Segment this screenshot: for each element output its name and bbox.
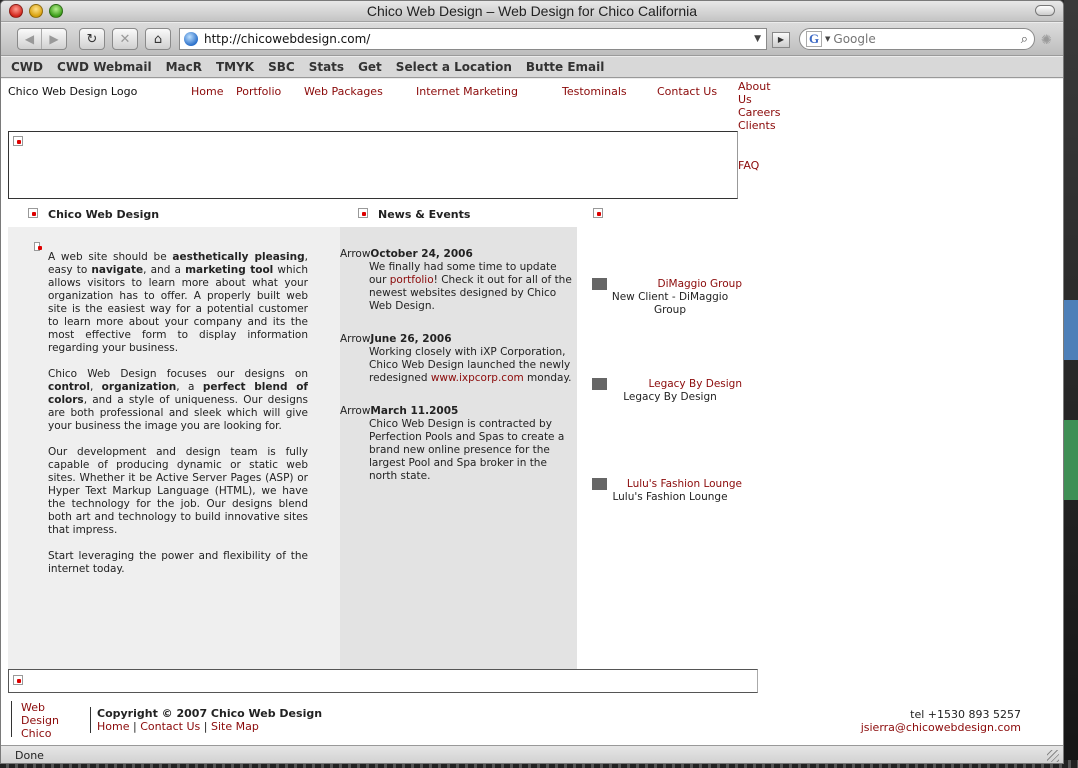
nav-link-web-packages[interactable]: Web Packages [304,85,383,98]
email-link[interactable]: jsierra@chicowebdesign.com [860,721,1021,734]
client-thumbnail[interactable] [592,378,607,390]
forward-arrow-icon[interactable]: ▶ [49,32,59,46]
nav-link-contact-us[interactable]: Contact Us [657,85,718,98]
resize-grip-icon[interactable] [1047,750,1059,762]
bookmark-item[interactable]: Butte Email [525,60,605,74]
search-box[interactable] [799,28,1035,50]
title-bar [1,1,1063,22]
broken-image-icon [34,242,40,251]
broken-image-icon [593,208,603,218]
client-caption: Legacy By Design [623,391,717,403]
bookmark-item[interactable]: MacR [165,60,202,74]
go-button[interactable]: ▶ [772,32,790,48]
engine-dropdown-icon[interactable]: ▼ [825,35,831,43]
client-caption: New Client - DiMaggio Group [611,291,729,316]
client-link[interactable]: Legacy By Design [648,378,742,390]
news-link-portfolio[interactable]: portfolio [389,274,434,286]
back-arrow-icon[interactable]: ◀ [18,29,42,49]
intro-paragraph: Start leveraging the power and flexibility of the internet today. [48,550,308,575]
client-caption: Lulu's Fashion Lounge [612,491,728,503]
nav-link-about-us[interactable]: About Us [738,80,771,106]
intro-paragraph: A web site should be aesthetically pleasing, easy to navigate, and a marketing tool which allows visitors to learn more about what your organization has to offer. A properly built web site is the easiest way for a potential customer to learn more about your company and its the most effective form to display information regarding your business. [48,251,308,354]
google-engine-icon[interactable]: G [806,31,822,47]
client-item [592,278,742,317]
nav-link-careers[interactable]: Careers [738,106,781,119]
nav-link-faq[interactable]: FAQ [738,159,760,172]
footer-link-home[interactable]: Home [97,720,130,733]
footer-separator: | [132,720,137,733]
news-link-ixpcorp[interactable]: www.ixpcorp.com [430,372,524,384]
phone-number: tel +1530 893 5257 [910,708,1021,721]
desktop-background [1064,0,1078,768]
desktop-item [1064,300,1078,360]
status-text: Done [15,749,44,762]
stop-icon[interactable]: ✕ [112,28,138,50]
arrow-icon: Arrow [340,333,371,345]
navigation-toolbar [1,23,1063,56]
news-date: October 24, 2006 [370,248,473,260]
back-forward-group [17,28,67,50]
arrow-icon: Arrow [340,405,371,417]
footer-contact [861,708,1021,734]
client-item [592,378,742,404]
footer-link-site-map[interactable]: Site Map [211,720,259,733]
bookmark-item[interactable]: CWD [11,60,44,74]
broken-image-icon [28,208,38,218]
nav-link-internet-marketing[interactable]: Internet Marketing [416,85,518,98]
nav-link-portfolio[interactable]: Portfolio [236,85,282,98]
footer-logo[interactable]: Web Design Chico [11,701,81,737]
reload-icon[interactable]: ↻ [79,28,105,50]
client-link[interactable]: DiMaggio Group [657,278,742,290]
page-content [1,79,1063,745]
broken-image-icon [13,675,23,685]
news-body: Working closely with iXP Corporation, Chico Web Design launched the newly redesigned www.ixpcorp.com monday. [369,346,572,384]
news-item [340,333,572,385]
section-title-news-events: News & Events [378,208,471,221]
nav-link-testimonials[interactable]: Testominals [562,85,627,98]
desktop-item [1064,420,1078,500]
nav-link-home[interactable]: Home [191,85,224,98]
section-title-chico-web-design: Chico Web Design [48,208,160,221]
header-banner-image [8,131,738,199]
client-thumbnail[interactable] [592,278,607,290]
news-item [340,248,572,313]
intro-paragraph: Chico Web Design focuses our designs on control, organization, a perfect blend of colors, and a style of uniqueness. Our designs are both professional and sleek which will give your business the image you are looking for. [48,368,308,432]
bookmark-item[interactable]: Get [358,60,382,74]
footer-separator: | [203,720,208,733]
copyright-text: Copyright © 2007 Chico Web Design [97,707,323,720]
client-link[interactable]: Lulu's Fashion Lounge [626,478,742,490]
intro-text [48,251,308,589]
search-input[interactable] [833,32,1020,46]
site-logo[interactable]: Chico Web Design Logo [8,85,138,98]
site-globe-icon [184,32,198,46]
magnifier-icon[interactable]: ⌕ [1020,31,1028,47]
url-text[interactable]: http://chicowebdesign.com/ [204,32,371,46]
broken-image-icon [13,136,23,146]
footer-link-contact-us[interactable]: Contact Us [140,720,201,733]
loading-spinner-icon: ✺ [1041,33,1052,48]
bookmarks-bar [1,57,1063,78]
bookmark-item[interactable]: SBC [268,60,295,74]
toolbar-toggle-button[interactable] [1035,5,1055,16]
intro-paragraph: Our development and design team is fully capable of producing dynamic or static web sites. Whether it be Active Server Pages (ASP) or Hyper Text Markup Language (HTML), we have the technology for the job. Our designs blend both art and technology to build innovative sites that impress. [48,446,308,536]
news-item [340,405,572,483]
nav-link-clients[interactable]: Clients [738,119,776,132]
window-title: Chico Web Design – Web Design for Chico California [366,3,698,19]
footer-banner-image [8,669,758,693]
status-bar [1,745,1063,764]
broken-image-icon [358,208,368,218]
news-date: June 26, 2006 [370,333,452,345]
bookmark-item[interactable]: CWD Webmail [57,60,152,74]
news-body: We finally had some time to update our portfolio! Check it out for all of the newest websites designed by Chico Web Design. [369,261,572,312]
bookmark-item[interactable]: Select a Location [395,60,512,74]
news-body: Chico Web Design is contracted by Perfection Pools and Spas to create a brand new online presence for the largest Pool and Spa broker in the north state. [369,418,565,482]
client-item [592,478,742,504]
news-date: March 11.2005 [370,405,459,417]
url-history-dropdown-icon[interactable]: ▼ [754,34,761,44]
client-thumbnail[interactable] [592,478,607,490]
bookmark-item[interactable]: TMYK [215,60,255,74]
home-icon[interactable]: ⌂ [145,28,171,50]
address-bar[interactable] [179,28,767,50]
footer-info [90,707,322,733]
arrow-icon: Arrow [340,248,371,260]
bookmark-item[interactable]: Stats [308,60,345,74]
